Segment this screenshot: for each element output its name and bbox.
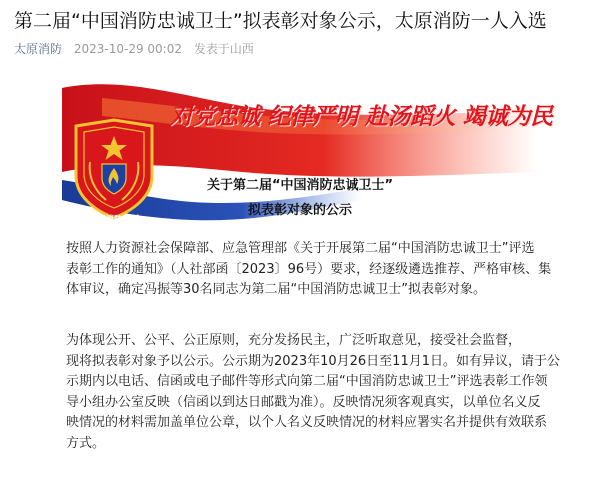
notice-heading-line2: 拟表彰对象的公示 [247,203,352,218]
paragraph-line: 导小组办公室反映（信函以到达日邮戳为准）。反映情况须客观真实，以单位名义反 [66,394,541,410]
paragraph-line: 示期内以电话、信函或电子邮件等形式向第二届“中国消防忠诚卫士”评选表彰工作领 [66,374,548,389]
notice-paragraph-1 [66,239,552,301]
notice-heading-line1: 关于第二届“中国消防忠诚卫士” [206,178,394,193]
paragraph-line: 方式。 [66,435,106,451]
paragraph-line: 按照人力资源社会保障部、应急管理部《关于开展第二届“中国消防忠诚卫士”评选 [66,241,535,256]
emblem-cn-text: 中国消防救援 [88,215,140,225]
paragraph-line: 现将拟表彰对象予以公示。公示期为2023年10月26日至11月1日。如有异议，请于公 [66,353,560,369]
publish-location: 发表于山西 [193,42,254,56]
paragraph-line: 体审议，确定冯振等30名同志为第二届“中国消防忠诚卫士”拟表彰对象。 [66,282,487,297]
banner-slogan: 对党忠诚 纪律严明 赴汤蹈火 竭诚为民 [170,103,553,130]
emblem-en-text: CHINA FIRE AND RESCUE [87,226,141,231]
publish-time: 2023-10-29 00:02 [73,42,182,56]
article-meta [14,40,254,58]
paragraph-line: 表彰工作的通知》（人社部函〔2023〕96号）要求，经逐级遴选推荐、严格审核、集 [66,261,552,277]
source-account-link[interactable]: 太原消防 [14,42,63,56]
paragraph-line: 映情况的材料需加盖单位公章，以个人名义反映情况的材料应署实名并提供有效联系 [66,415,548,430]
paragraph-line: 为体现公开、公平、公正原则，充分发扬民主，广泛听取意见，接受社会监督， [66,333,522,348]
notice-paragraph-2 [66,331,560,454]
article-title: 第二届“中国消防忠诚卫士”拟表彰对象公示，太原消防一人入选 [14,10,547,32]
